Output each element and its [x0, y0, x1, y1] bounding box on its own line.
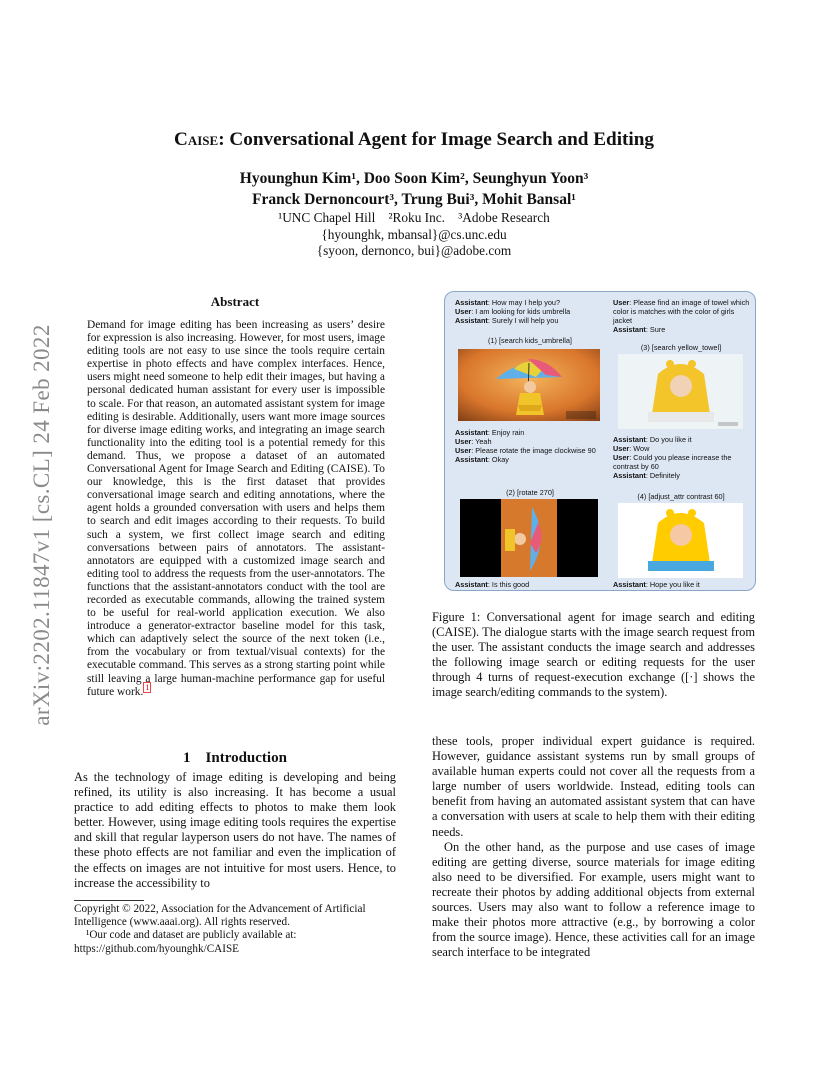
paragraph-1: these tools, proper individual expert guidance is required. However, guidance assistant systems run by small groups of available human experts could not cover all the requests from a large number of users worldwide. Instead, editing tools can benefit from having an automated assistant system that can have a conversation with users at scale to help them with their editing needs.	[432, 734, 755, 839]
figure-1-caption: Figure 1: Conversational agent for image search and editing (CAISE). The dialogue starts with the image search request from the user. The assistant conducts the image search and addresses the following image search or editing requests for the user through 4 turns of request-execution exchange ([·] shows the image search/editing commands to the system).	[432, 610, 755, 700]
authors-line-2: Franck Dernoncourt³, Trung Bui³, Mohit Bansal¹	[252, 191, 576, 208]
dialogue-line: Assistant: Do you like it	[613, 435, 692, 444]
dialogue-line: User: Could you please increase the contrast by 60	[613, 453, 732, 471]
dialogue-line: User: I am looking for kids umbrella	[455, 307, 571, 316]
paper-title	[60, 129, 768, 151]
command-2: (2) [rotate 270]	[506, 488, 554, 497]
rotated-umbrella-photo	[460, 499, 598, 577]
footnote-rule	[74, 900, 144, 901]
footnotes	[74, 900, 396, 956]
contrast-towel-photo	[618, 503, 743, 578]
figure-1-panel	[444, 291, 756, 591]
left-dialogue-1	[455, 298, 605, 325]
dialogue-line: Assistant: How may I help you?	[455, 298, 561, 307]
arxiv-identifier	[12, 290, 72, 760]
abstract-body	[87, 319, 385, 699]
left-closing: Assistant: Is this good	[455, 580, 530, 589]
authors-line-1: Hyounghun Kim¹, Doo Soon Kim², Seunghyun Yoon³	[239, 170, 589, 187]
right-closing: Assistant: Hope you like it	[613, 580, 700, 589]
command-4: (4) [adjust_attr contrast 60]	[637, 492, 725, 501]
left-dialogue-2	[455, 428, 605, 464]
affil-line-2: {hyounghk, mbansal}@cs.unc.edu	[321, 226, 507, 242]
copyright-notice: Copyright © 2022, Association for the Advancement of Artificial Intelligence (www.aaai.org). All rights reserved.	[74, 903, 366, 929]
abstract-text: Demand for image editing has been increasing as users’ desire for expression is also increasing. However, for most users, image editing tools are not easy to use since the tools require certain expertise in photo effects and have complex interfaces. Hence, users might need someone to help edit their images, but having a personal dedicated human assistant for every user is impossible to scale. For that reason, an automated assistant system for image editing is desirable. Additionally, users want more image sources for diverse image editing works, and integrating an image search functionality into the editing tool is a potential remedy for this demand. Thus, we propose a dataset of an automated Conversational Agent for Image Search and Editing (CAISE). To our knowledge, this is the first dataset that provides conversational image search and editing annotations, where the agent holds a grounded conversation with users and helps them to search and edit images according to their requests. To build such a system, we first collect image search and editing conversations between pairs of annotators. The assistant-annotators are equipped with a customized image search and editing tool to address the requests from the user-annotators. The functions that the assistant-annotators conduct with the tool are recorded as executable commands, allowing the trained system to be useful for real-world application execution. We also introduce a generator-extractor baseline model for this task, which can adaptively select the source of the next token (i.e., from the vocabulary or from textual/visual contexts) for the executable command. This serves as a strong starting point while still leaving a large human-machine performance gap for useful future work.	[87, 319, 385, 698]
dialogue-line: Assistant: Surely I will help you	[455, 316, 559, 325]
kids-umbrella-photo	[458, 349, 600, 421]
section-heading-introduction: 1 Introduction	[183, 750, 287, 766]
right-column-text	[432, 734, 755, 960]
author-list	[60, 168, 768, 210]
command-1: (1) [search kids_umbrella]	[488, 336, 572, 345]
footnote-link[interactable]: 1	[145, 682, 150, 692]
paragraph-2: On the other hand, as the purpose and use cases of image editing are getting diverse, source materials for image editing also need to be diversified. For example, users might want to recreate their photos by adding additional objects from external sources. Users may also want to follow a reference image to make their photos more attractive (e.g., by borrowing a color from the source image). Hence, these activities call for an image search interface to be integrated	[432, 839, 755, 960]
dialogue-line: User: Please rotate the image clockwise 90	[455, 446, 596, 455]
dialogue-line: User: Yeah	[455, 437, 492, 446]
dialogue-line: User: Wow	[613, 444, 650, 453]
abstract-heading: Abstract	[210, 294, 260, 309]
introduction-paragraph: As the technology of image editing is developing and being refined, its utility is also increasing. It has become a usual practice to add editing effects to photos to make them look better. However, using image editing tools requires the expertise and skill that regular layperson users do not have. The names of these photo effects are not familiar and even the implication of the effects on images are not intuitive for most users. Hence, to increase the accessibility to	[74, 770, 396, 890]
right-dialogue-2	[613, 435, 751, 480]
dialogue-line: Assistant: Sure	[613, 325, 666, 334]
dialogue-line: Assistant: Enjoy rain	[455, 428, 525, 437]
affil-line-1: ¹UNC Chapel Hill ²Roku Inc. ³Adobe Research	[278, 210, 550, 225]
command-3: (3) [search yellow_towel]	[640, 343, 722, 352]
footnote-1: ¹Our code and dataset are publicly available at: https://github.com/hyounghk/CAISE	[74, 929, 297, 955]
arxiv-id-text: arXiv:2202.11847v1 [cs.CL] 24 Feb 2022	[29, 324, 54, 726]
dialogue-line: Assistant: Definitely	[613, 471, 680, 480]
yellow-towel-photo	[618, 354, 743, 429]
title-acronym: Caise	[173, 129, 219, 150]
dialogue-line: User: Please find an image of towel which color is matches with the color of girls jacket	[613, 298, 750, 325]
affil-line-3: {syoon, dernonco, bui}@adobe.com	[316, 243, 512, 258]
right-dialogue-1	[613, 298, 751, 334]
dialogue-line: Assistant: Okay	[455, 455, 509, 464]
title-rest: : Conversational Agent for Image Search and Editing	[218, 129, 655, 150]
affiliations	[60, 210, 768, 260]
